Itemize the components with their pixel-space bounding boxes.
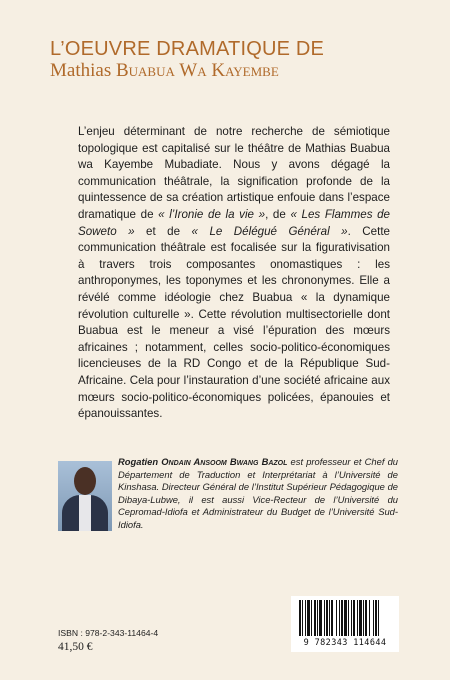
barcode-bar xyxy=(353,600,355,636)
barcode-bar xyxy=(302,600,303,636)
barcode-bar xyxy=(339,600,340,636)
barcode-bar xyxy=(357,600,358,636)
barcode-bars xyxy=(297,600,393,638)
blurb-text: , de xyxy=(265,207,291,221)
barcode-bar xyxy=(344,600,347,636)
barcode-bar xyxy=(314,600,316,636)
barcode-bar xyxy=(307,600,310,636)
author-bio-text: est professeur et Chef du Département de Traduction et Interprétariat à l’Université de Kinshasa. Directeur Général de l’Institut Supérieur Pédagogique de Dibaya-Lubwe, il est aussi Vice-Recteur de l’Université du Cepromad-Idiofa et Administrateur du Budget de l’Université Sud-Idiofa. xyxy=(118,456,398,530)
playwright-name xyxy=(50,60,410,82)
author-surname: Ondain Ansoom Bwang Bazol xyxy=(161,456,288,467)
play-title: « Le Délégué Général » xyxy=(191,224,348,238)
barcode-bar xyxy=(348,600,349,636)
barcode-bar xyxy=(336,600,337,636)
play-title: « Les Flammes de Soweto » xyxy=(78,207,391,238)
barcode-bar xyxy=(351,600,352,636)
barcode-bar xyxy=(378,600,379,636)
barcode-bar xyxy=(311,600,312,636)
barcode-bar xyxy=(359,600,362,636)
blurb-paragraph xyxy=(78,124,390,423)
play-title: « l’Ironie de la vie » xyxy=(158,207,266,221)
blurb xyxy=(78,124,390,423)
barcode-bar xyxy=(363,600,364,636)
author-bio xyxy=(118,456,398,532)
barcode-bar xyxy=(324,600,325,636)
barcode-bar xyxy=(317,600,318,636)
playwright-first-name: Mathias xyxy=(50,60,112,81)
blurb-text: et de xyxy=(134,224,192,238)
barcode-bar xyxy=(373,600,374,636)
barcode-bar xyxy=(305,600,306,636)
barcode-bar xyxy=(369,600,370,636)
barcode-bar xyxy=(365,600,367,636)
barcode-bar xyxy=(319,600,322,636)
barcode-bar xyxy=(341,600,343,636)
barcode-bar xyxy=(326,600,328,636)
barcode-digits: 9 782343 114644 xyxy=(303,638,387,648)
barcode-bar xyxy=(299,600,301,636)
blurb-text: . Cette communication théâtrale est focalisée sur la figurativisation à travers trois composantes onomastiques : les anthroponymes, les toponymes et les chrononymes. Elle a révélé comme idéologie chez Buabua « la dynamique révolution culturelle ». Cette révolution multisectorielle dont Buabua est le meneur a visé l’épuration des mœurs africaines ; notamment, celles socio-politico-économiques licencieuses de la RD Congo et de la République Sud-Africaine. Cela pour l’instauration d’une société africaine aux mœurs socio-politico-économiques policées, épanouies et épanouissantes. xyxy=(78,224,390,421)
barcode-bar xyxy=(331,600,333,636)
barcode-bar xyxy=(375,600,377,636)
book-title: L’OEUVRE DRAMATIQUE DE xyxy=(50,38,325,60)
author-given-name: Rogatien xyxy=(118,456,159,467)
barcode-bar xyxy=(329,600,330,636)
blurb-text: L’enjeu déterminant de notre recherche de sémiotique topologique est capitalisé sur le théâtre de Mathias Buabua wa Kayembe Mubadiate. Nous y avons dégagé la communication théâtrale, la signification profonde de la quintessence de sa création artistique enfouie dans l’espace dramatique de xyxy=(78,125,390,221)
isbn: ISBN : 978-2-343-11464-4 xyxy=(58,628,159,638)
author-name xyxy=(118,456,287,467)
author-photo xyxy=(58,461,112,531)
price: 41,50 € xyxy=(58,641,93,653)
playwright-last-name: Buabua Wa Kayembe xyxy=(115,60,279,81)
barcode xyxy=(291,596,399,652)
